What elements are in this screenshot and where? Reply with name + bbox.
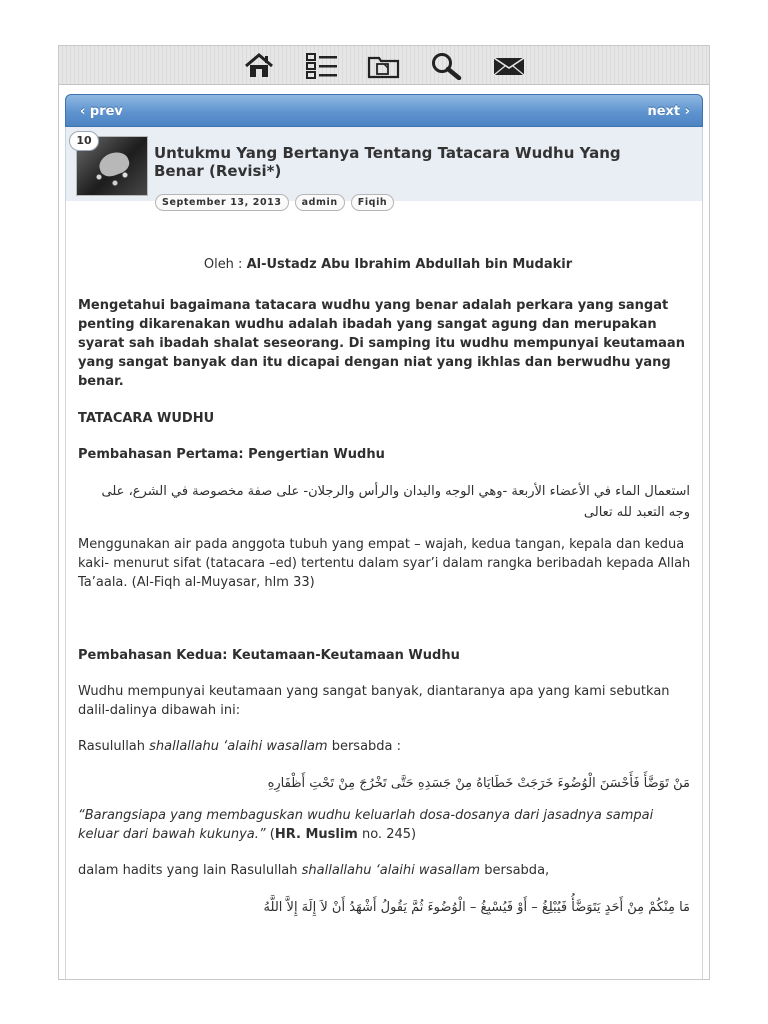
list-icon[interactable] [304, 52, 340, 80]
rasul-prefix: Rasulullah [78, 739, 150, 754]
byline-prefix: Oleh : [203, 257, 247, 272]
hadith-source: HR. Muslim [274, 827, 358, 842]
hadith2-intro [78, 861, 698, 880]
arabic-hadith-2: مَا مِنْكُمْ مِنْ أَحَدٍ يَتَوَضَّأُ فَيُبْلِغُ – أَوْ فَيُسْبِغُ – الْوُضُوءَ ثُمَّ يَقُولُ أَشْهَدُ أَنْ لاَ إِلَهَ إِلاَّ اللَّهُ [263, 900, 690, 915]
post-title[interactable]: Untukmu Yang Bertanya Tentang Tatacara Wudhu Yang Benar (Revisi*) [154, 144, 621, 180]
mail-icon[interactable] [491, 52, 527, 80]
hadith2-suffix: bersabda, [480, 863, 550, 878]
post-meta [155, 194, 394, 212]
top-toolbar [59, 46, 709, 85]
rasul-suffix: bersabda : [327, 739, 402, 754]
intro-paragraph: Mengetahui bagaimana tatacara wudhu yang benar adalah perkara yang sangat penting dikarenakan wudhu adalah ibadah yang sangat agung dan merupakan syarat sah ibadah shalat seseorang. Di samping itu wudhu mempunyai keutamaan yang sangat banyak dan itu dicapai dengan niat yang ikhlas dan berwudhu yang benar. [78, 298, 685, 389]
next-link[interactable]: next › [647, 104, 690, 119]
post-header [65, 127, 703, 201]
hadith-translation [78, 806, 698, 844]
home-icon[interactable] [241, 52, 277, 80]
definition-paragraph: Menggunakan air pada anggota tubuh yang empat – wajah, kedua tangan, kepala dan kedua kaki- menurut sifat (tatacara –ed) tertentu dalam syar’i dalam rangka beribadah kepada Allah Ta’aala. (Al-Fiqh al-Muyasar, hlm 33) [78, 537, 691, 590]
post-content [78, 255, 698, 918]
search-icon[interactable] [428, 52, 464, 80]
prev-link[interactable]: ‹ prev [80, 104, 123, 119]
thumbnail-water-drops [91, 171, 131, 191]
hadith2-prefix: dalam hadits yang lain Rasulullah [78, 863, 302, 878]
post-date-chip[interactable]: September 13, 2013 [155, 194, 289, 211]
post-body-area [65, 201, 703, 980]
post-author-chip[interactable]: admin [295, 194, 345, 211]
folder-icon[interactable] [366, 52, 402, 80]
hadith-open: ( [265, 827, 275, 842]
virtue-intro: Wudhu mempunyai keutamaan yang sangat banyak, diantaranya apa yang kami sebutkan dalil-dalinya dibawah ini: [78, 684, 670, 718]
byline [78, 255, 698, 274]
section-heading-2: Pembahasan Kedua: Keutamaan-Keutamaan Wudhu [78, 648, 460, 663]
app-frame [58, 45, 710, 980]
section-heading-1: Pembahasan Pertama: Pengertian Wudhu [78, 447, 385, 462]
hadith-number: no. 245) [357, 827, 417, 842]
arabic-definition: استعمال الماء في الأعضاء الأربعة -وهي الوجه واليدان والرأس والرجلان- على صفة مخصوصة في الشرع، على وجه التعبد لله تعالى [101, 484, 690, 520]
rasul-salawat: shallallahu ‘alaihi wasallam [149, 739, 328, 754]
post-navigation-bar [65, 94, 703, 127]
rasul-line [78, 737, 698, 756]
post-category-chip[interactable]: Fiqih [351, 194, 395, 211]
main-heading: TATACARA WUDHU [78, 411, 215, 426]
hadith2-salawat: shallallahu ‘alaihi wasallam [301, 863, 481, 878]
hadith-text: “Barangsiapa yang membaguskan wudhu keluarlah dosa-dosanya dari jasadnya sampai keluar dari bawah kukunya.” [78, 808, 654, 842]
comment-count-badge[interactable]: 10 [69, 131, 99, 151]
arabic-hadith-1: مَنْ تَوَضَّأَ فَأَحْسَنَ الْوُضُوءَ خَرَجَتْ خَطَايَاهُ مِنْ جَسَدِهِ حَتَّى تَخْرُجَ مِنْ تَحْتِ أَظْفَارِهِ [267, 776, 690, 791]
byline-author: Al-Ustadz Abu Ibrahim Abdullah bin Mudakir [246, 257, 573, 272]
